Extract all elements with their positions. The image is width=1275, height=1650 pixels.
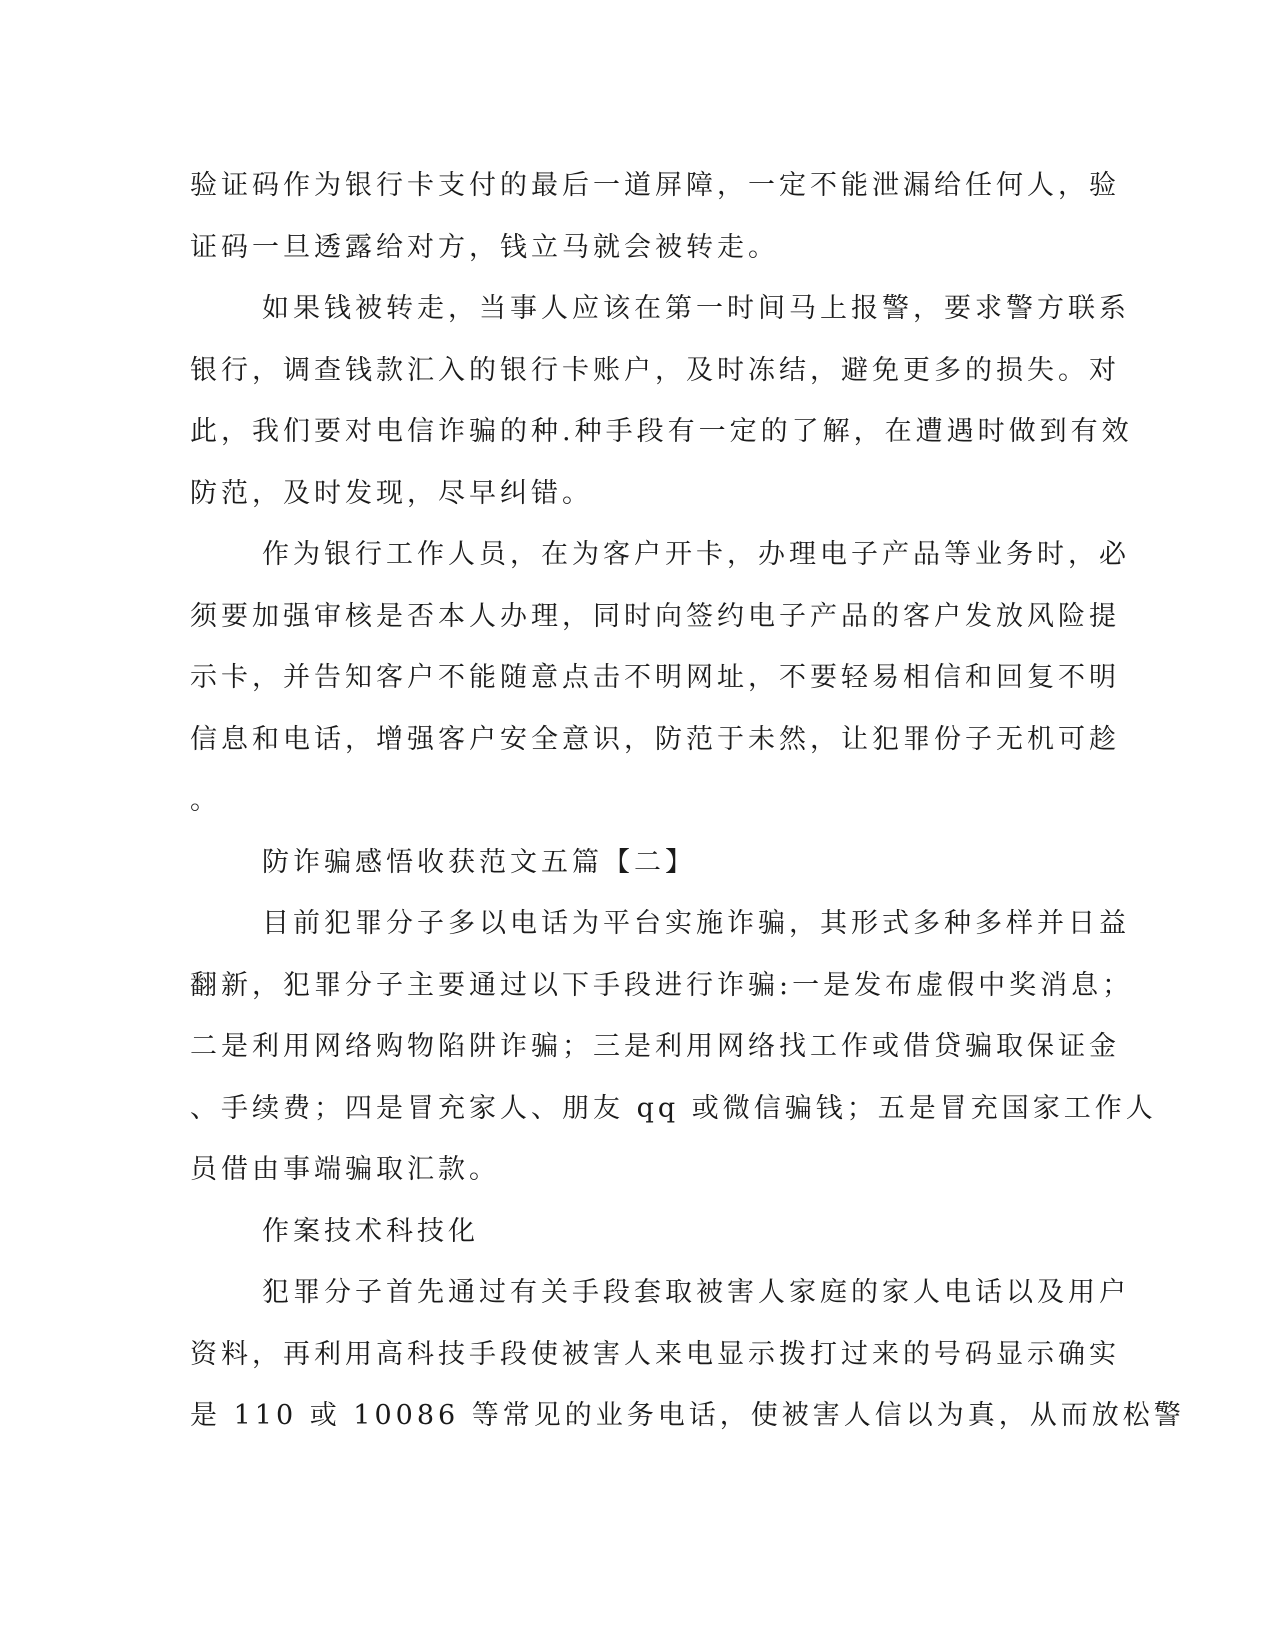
subsection-heading: 作案技术科技化 bbox=[262, 1215, 479, 1247]
text-line: 是 110 或 10086 等常见的业务电话，使被害人信以为真，从而放松警 bbox=[190, 1400, 1185, 1431]
text-line: 犯罪分子首先通过有关手段套取被害人家庭的家人电话以及用户 bbox=[262, 1277, 1130, 1308]
text-line: 银行，调查钱款汇入的银行卡账户，及时冻结，避免更多的损失。对 bbox=[190, 354, 1120, 386]
text-line: 示卡，并告知客户不能随意点击不明网址，不要轻易相信和回复不明 bbox=[190, 662, 1120, 693]
text-line: 此，我们要对电信诈骗的种.种手段有一定的了解，在遭遇时做到有效 bbox=[190, 416, 1133, 447]
text-line: 二是利用网络购物陷阱诈骗；三是利用网络找工作或借贷骗取保证金 bbox=[190, 1031, 1120, 1062]
text-line: 资料，再利用高科技手段使被害人来电显示拨打过来的号码显示确实 bbox=[190, 1338, 1120, 1370]
text-line: 目前犯罪分子多以电话为平台实施诈骗，其形式多种多样并日益 bbox=[262, 908, 1130, 939]
text-line: 。 bbox=[190, 785, 221, 816]
text-line: 防范，及时发现，尽早纠错。 bbox=[190, 477, 593, 509]
text-line: 翻新，犯罪分子主要通过以下手段进行诈骗:一是发布虚假中奖消息； bbox=[190, 969, 1134, 1001]
text-line: 如果钱被转走，当事人应该在第一时间马上报警，要求警方联系 bbox=[262, 293, 1130, 324]
text-line: 须要加强审核是否本人办理，同时向签约电子产品的客户发放风险提 bbox=[190, 600, 1120, 632]
section-heading: 防诈骗感悟收获范文五篇【二】 bbox=[262, 846, 696, 878]
text-line: 验证码作为银行卡支付的最后一道屏障，一定不能泄漏给任何人，验 bbox=[190, 170, 1120, 201]
text-line: 员借由事端骗取汇款。 bbox=[190, 1154, 500, 1185]
document-body bbox=[190, 155, 1185, 1447]
text-line: 、手续费；四是冒充家人、朋友 qq 或微信骗钱；五是冒充国家工作人 bbox=[190, 1092, 1157, 1124]
text-line: 作为银行工作人员，在为客户开卡，办理电子产品等业务时，必 bbox=[262, 539, 1130, 570]
text-line: 信息和电话，增强客户安全意识，防范于未然，让犯罪份子无机可趁 bbox=[190, 723, 1120, 755]
text-line: 证码一旦透露给对方，钱立马就会被转走。 bbox=[190, 231, 779, 263]
